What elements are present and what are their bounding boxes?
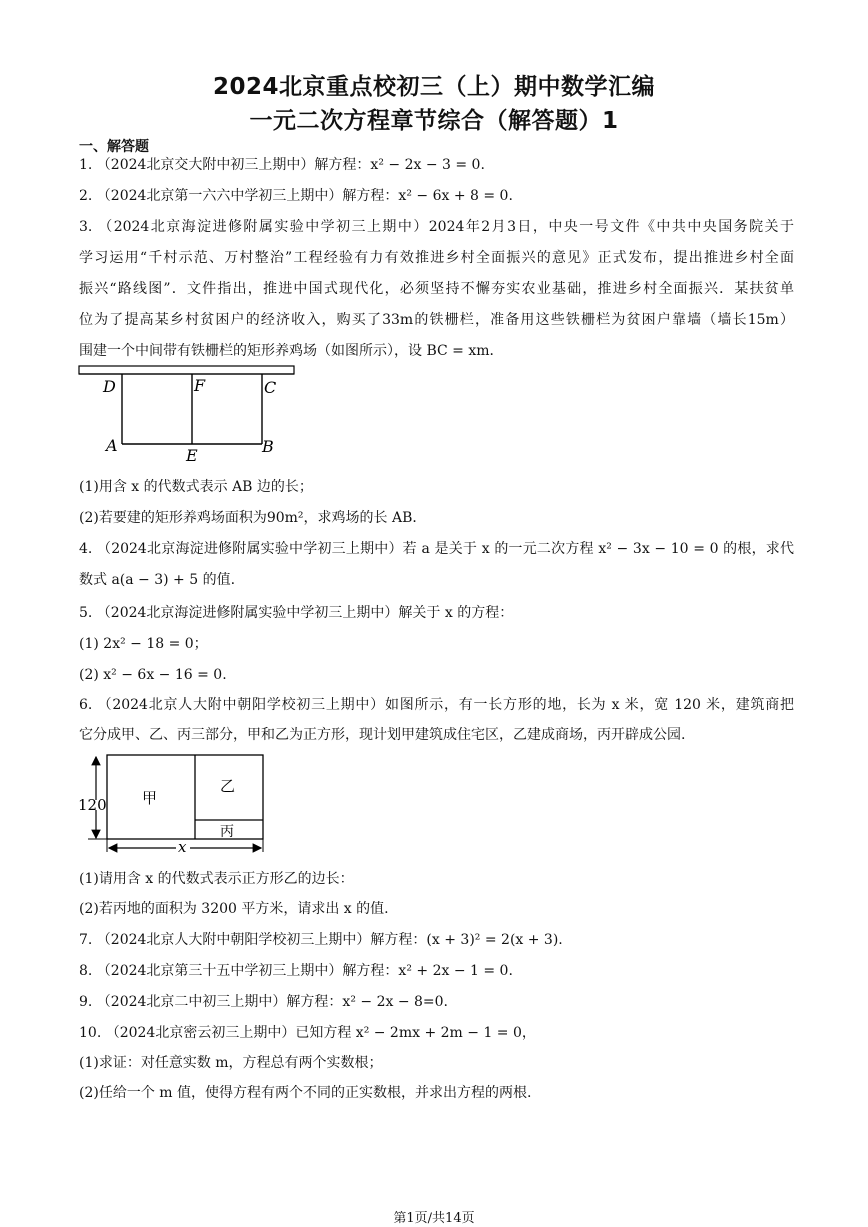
chicken-coop-figure bbox=[75, 362, 300, 462]
question-2: 2. （2024北京第一六六中学初三上期中）解方程：x² − 6x + 8 = 0. bbox=[79, 188, 513, 204]
question-10: 10. （2024北京密云初三上期中）已知方程 x² − 2mx + 2m − 1 = 0， bbox=[79, 1025, 536, 1041]
question-6-line-2: 它分成甲、乙、丙三部分，甲和乙为正方形，现计划甲建筑成住宅区，乙建成商场，丙开辟成公园. bbox=[79, 727, 686, 743]
label-a: A bbox=[106, 436, 118, 455]
question-4-line-1: 4. （2024北京海淀进修附属实验中学初三上期中）若 a 是关于 x 的一元二次方程 x² − 3x − 10 = 0 的根，求代 bbox=[79, 541, 794, 557]
label-d: D bbox=[103, 377, 116, 396]
question-3-line-1: 3. （2024北京海淀进修附属实验中学初三上期中）2024年2月3日，中央一号文件《中共中央国务院关于 bbox=[79, 219, 794, 235]
question-4-line-2: 数式 a(a − 3) + 5 的值. bbox=[79, 572, 236, 588]
question-3-line-5: 围建一个中间带有铁栅栏的矩形养鸡场（如图所示），设 BC = xm． bbox=[79, 343, 504, 359]
question-1: 1. （2024北京交大附中初三上期中）解方程：x² − 2x − 3 = 0. bbox=[79, 157, 485, 173]
question-6-part-2: (2)若丙地的面积为 3200 平方米，请求出 x 的值. bbox=[79, 901, 389, 917]
label-b: B bbox=[262, 437, 274, 456]
page-title: 2024北京重点校初三（上）期中数学汇编 bbox=[212, 74, 655, 100]
question-3-line-2: 学习运用“千村示范、万村整治”工程经验有力有效推进乡村全面振兴的意见》正式发布，提出推进乡村全面 bbox=[79, 250, 794, 266]
land-division-figure bbox=[78, 752, 273, 858]
question-3-line-3: 振兴“路线图”．文件指出，推进中国式现代化，必须坚持不懈夯实农业基础，推进乡村全面振兴．某扶贫单 bbox=[79, 281, 794, 297]
question-8: 8. （2024北京第三十五中学初三上期中）解方程：x² + 2x − 1 = 0. bbox=[79, 963, 513, 979]
question-3-part-2: (2)若要建的矩形养鸡场面积为90m²，求鸡场的长 AB． bbox=[79, 510, 427, 526]
section-heading: 一、解答题 bbox=[79, 139, 149, 155]
label-jia: 甲 bbox=[142, 789, 158, 807]
page-subtitle: 一元二次方程章节综合（解答题）1 bbox=[249, 108, 619, 134]
question-7: 7. （2024北京人大附中朝阳学校初三上期中）解方程：(x + 3)² = 2(x + 3). bbox=[79, 932, 563, 948]
label-bing: 丙 bbox=[220, 824, 234, 840]
question-3-part-1: (1)用含 x 的代数式表示 AB 边的长； bbox=[79, 479, 313, 495]
label-width-120: 120 bbox=[78, 796, 107, 814]
label-c: C bbox=[264, 378, 277, 397]
question-5-part-1: (1) 2x² − 18 = 0； bbox=[79, 636, 208, 652]
label-e: E bbox=[186, 446, 198, 462]
question-9: 9. （2024北京二中初三上期中）解方程：x² − 2x − 8=0. bbox=[79, 994, 449, 1010]
label-yi: 乙 bbox=[220, 777, 236, 795]
question-6-line-1: 6. （2024北京人大附中朝阳学校初三上期中）如图所示，有一长方形的地，长为 x 米，宽 120 米，建筑商把 bbox=[79, 697, 794, 713]
question-3-line-4: 位为了提高某乡村贫困户的经济收入，购买了33m的铁栅栏，准备用这些铁栅栏为贫困户靠墙（墙长15m） bbox=[79, 312, 794, 328]
question-10-part-2: (2)任给一个 m 值，使得方程有两个不同的正实数根，并求出方程的两根. bbox=[79, 1085, 532, 1101]
label-length-x: x bbox=[178, 838, 187, 856]
label-f: F bbox=[194, 376, 206, 395]
question-5: 5. （2024北京海淀进修附属实验中学初三上期中）解关于 x 的方程： bbox=[79, 605, 514, 621]
question-5-part-2: (2) x² − 6x − 16 = 0. bbox=[79, 667, 227, 683]
question-6-part-1: (1)请用含 x 的代数式表示正方形乙的边长： bbox=[79, 871, 354, 887]
page-number-footer: 第1页/共14页 bbox=[393, 1211, 475, 1226]
question-10-part-1: (1)求证：对任意实数 m，方程总有两个实数根； bbox=[79, 1055, 383, 1071]
